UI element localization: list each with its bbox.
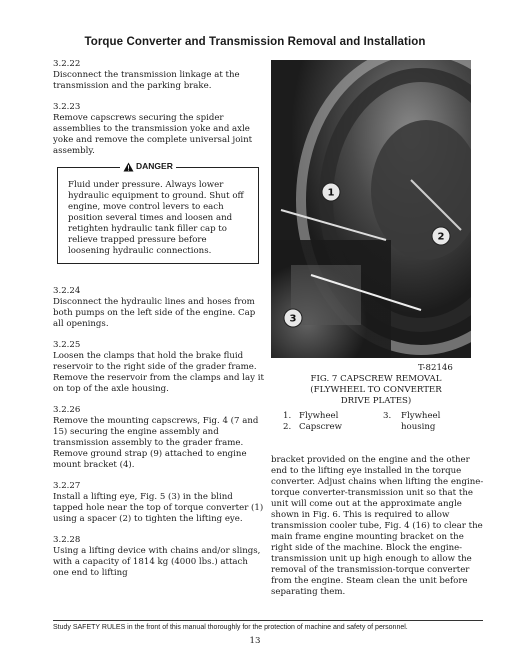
section-number: 3.2.24	[53, 286, 81, 296]
left-column	[53, 59, 265, 589]
section-3-2-22	[53, 59, 265, 92]
section-number: 3.2.27	[53, 481, 81, 491]
legend-item-1	[283, 411, 338, 422]
legend-number: 3.	[383, 411, 392, 421]
flywheel-photo-illustration	[271, 60, 471, 358]
figure-caption-line: FIG. 7 CAPSCREW REMOVAL	[310, 374, 442, 384]
figure-photo	[271, 60, 471, 358]
section-number: 3.2.25	[53, 340, 81, 350]
legend-item-3	[383, 411, 461, 433]
page-number: 13	[249, 636, 261, 646]
section-number: 3.2.26	[53, 405, 81, 415]
section-number: 3.2.22	[53, 59, 81, 69]
figure-caption-line: DRIVE PLATES)	[340, 396, 412, 406]
legend-label: Flywheel housing	[401, 411, 441, 432]
footer-safety-note: Study SAFETY RULES in the front of this manual thoroughly for the protection of machine and safety of personnel.	[53, 624, 408, 631]
legend-label: Flywheel	[299, 411, 339, 421]
section-3-2-23	[53, 102, 265, 157]
section-3-2-24	[53, 286, 265, 330]
legend-number: 1.	[283, 411, 292, 421]
figure-legend	[283, 411, 483, 433]
callout-label-2: 2	[437, 231, 445, 243]
section-3-2-26	[53, 405, 265, 471]
callout-label-3: 3	[289, 313, 297, 325]
danger-title	[120, 161, 176, 172]
footer-divider	[53, 620, 483, 621]
section-number: 3.2.23	[53, 102, 81, 112]
danger-warning-box	[57, 161, 259, 264]
section-text: Disconnect the hydraulic lines and hoses from both pumps on the left side of the engine. Cap all openings.	[53, 297, 256, 329]
warning-triangle-icon	[123, 162, 134, 172]
section-text: Using a lifting device with chains and/or slings, with a capacity of 1814 kg (4000 lbs.) attach one end to lifting	[53, 546, 261, 578]
callout-label-1: 1	[327, 187, 335, 199]
legend-number: 2.	[283, 422, 292, 432]
section-text: Remove capscrews securing the spider assemblies to the transmission yoke and axle yoke and remove the complete universal joint assembly.	[53, 113, 253, 156]
figure-caption	[271, 374, 481, 407]
section-3-2-28	[53, 535, 265, 579]
danger-title-text: DANGER	[136, 161, 173, 171]
legend-item-2	[283, 422, 342, 433]
section-text: Remove the mounting capscrews, Fig. 4 (7 and 15) securing the engine assembly and transmission assembly to the grader frame. Remove ground strap (9) attached to engine mount bracket (4).	[53, 416, 259, 470]
figure-tag: T-82146	[418, 363, 453, 373]
danger-text: Fluid under pressure. Always lower hydraulic equipment to ground. Shut off engine, move control levers to each position several times and loosen and retighten hydraulic tank filler cap to relieve trapped pressure before loosening hydraulic connections.	[68, 180, 244, 256]
section-3-2-27	[53, 481, 265, 525]
figure-caption-line: (FLYWHEEL TO CONVERTER	[310, 385, 442, 395]
right-column-continuation: bracket provided on the engine and the other end to the lifting eye installed in the torque converter. Adjust chains when lifting the engine-torque converter-transmission unit so that the unit will come out at the approximate angle shown in Fig. 6. This is required to allow transmission cooler tube, Fig. 4 (16) to clear the main frame engine mounting bracket on the right side of the machine. Block the engine-transmission unit up high enough to allow the removal of the transmission-torque converter from the engine. Steam clean the unit before separating them.	[271, 455, 484, 597]
page-title: Torque Converter and Transmission Removal and Installation	[84, 36, 426, 48]
legend-label: Capscrew	[299, 422, 342, 432]
section-text: Loosen the clamps that hold the brake fluid reservoir to the right side of the grader frame. Remove the reservoir from the clamps and lay it on top of the axle housing.	[53, 351, 264, 394]
section-number: 3.2.28	[53, 535, 81, 545]
section-text: Disconnect the transmission linkage at the transmission and the parking brake.	[53, 70, 240, 91]
section-3-2-25	[53, 340, 265, 395]
section-text: Install a lifting eye, Fig. 5 (3) in the blind tapped hole near the top of torque converter (1) using a spacer (2) to tighten the lifting eye.	[53, 492, 264, 524]
